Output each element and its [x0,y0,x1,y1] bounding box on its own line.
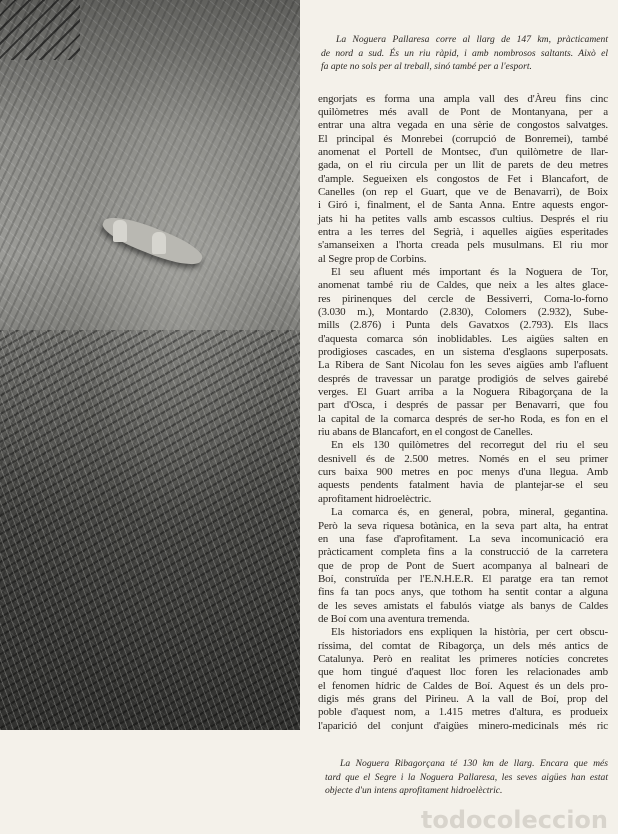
body-line: riu abans de Blancafort, en el congost de Canelles. [318,426,533,439]
photo-paddler [152,232,166,254]
body-line: d'aquesta comarca són inoblidables. Les aigües salten en [318,332,608,345]
caption-line: tard que el Segre i la Noguera Pallaresa, les seves aigües han estat [325,771,608,783]
body-line: anomenat el Portell de Montsec, d'un quilòmetre de llar- [318,145,608,158]
body-line: i Giró i, finalment, el de Santa Anna. Entre aquests engor- [318,199,608,212]
river-photo [0,0,300,730]
text-column [318,33,608,834]
body-line: digis més grans del Pirineu. A la vall de Boí, prop del [318,692,608,705]
caption-line: de nord a sud. És un riu ràpid, i amb nombrosos saltants. Això el [321,47,608,59]
body-line: desnivell és de 2.500 metres. Només en el seu primer [318,452,608,465]
photo-paddler [113,220,127,242]
body-line: jats hi ha petites valls amb escassos cultius. Després el riu [318,212,608,225]
caption-line: La Noguera Ribagorçana té 130 km de llarg. Encara que més [340,758,608,769]
caption-top [321,33,608,74]
caption-line: fa apte no sols per al treball, sinó també per a l'esport. [321,61,532,72]
body-line: en una fase d'aprofitament. La seva incomunicació era [318,532,608,545]
body-line: Catalunya. Però en realitat les primeres notícies concretes [318,652,608,665]
body-line: que de prop de Pont de Suert acompanya al balneari de [318,559,608,572]
body-line: fins fa tan pocs anys, que tothom ha sentit contar a alguna [318,586,608,599]
body-line: entra a les terres del Segrià, i aquelles aigües esperitades [318,225,608,238]
body-line: després de travessar un paratge prodigiós de selves gairebé [318,372,608,385]
body-line: engorjats es forma una ampla vall des d'Àreu fins cinc [318,92,608,105]
body-line: prodigioses cascades, en un sistema d'esglaons superposats. [318,346,608,359]
body-line: gada, on el riu circula per un llit de parets de deu metres [318,159,608,172]
body-line: (3.030 m.), Montardo (2.830), Colomers (2.932), Sube- [318,306,608,318]
body-line: aquests pendents fatalment havia de plantejar-se el seu [318,479,608,492]
body-line: d'ample. Segueixen els congostos de Fet i Blancafort, de [318,172,608,185]
body-line: part d'Osca, i després de passar per Benavarri, que fou [318,399,608,412]
body-line: En els 130 quilòmetres del recorregut del riu el seu [331,439,608,452]
body-line: La comarca és, en general, pobra, mineral, gegantina. [331,506,608,519]
body-line: Els historiadors ens expliquen la història, per cert obscu- [331,626,608,639]
body-line: verges. El Guart arriba a la Noguera Ribagorçana de la [318,386,608,399]
body-line: aprofitament hidroelèctric. [318,492,432,505]
body-line: poble d'aquest nom, a 1.415 metres d'altura, es produeix [318,706,608,719]
body-line: curs baixa 900 metres en poc menys d'una llegua. Amb [318,466,608,479]
body-line: ríssima, del comtat de Ribagorça, un dels més antics de [318,639,608,652]
body-line: entrar una altra vegada en una sèrie de congostos salvatges. [318,119,608,132]
body-line: al Segre prop de Corbins. [318,252,427,265]
body-line: que hom tingué d'aquest lloc foren les relacionades amb [318,666,608,679]
body-line: de Boí com una aventura tremenda. [318,612,470,625]
body-line: pràcticament completa fins a la construcció de la carretera [318,546,608,559]
article-body [318,93,608,734]
body-line: s'amanseixen a l'horta creada pels musulmans. El riu mor [318,239,608,252]
watermark: todocoleccion [420,805,608,834]
body-line: Boí, construïda per l'E.N.H.E.R. El paratge era tan remot [318,572,608,585]
caption-bottom [325,757,608,798]
body-line: anomenat també riu de Caldes, que neix a les altes glace- [318,279,608,292]
body-line: La Ribera de Sant Nicolau fon les seves aigües amb l'afluent [318,359,608,372]
body-line: quilòmetres més avall de Pont de Montanyana, per a [318,105,608,118]
body-line: el fenomen hídric de Caldes de Boí. Aquest és un dels pro- [318,679,608,692]
photo-branch [0,0,80,60]
body-line: res pirinenques del cercle de Bessiverri, Coma-lo-forno [318,292,608,305]
photo-brush-foreground [0,330,300,730]
caption-line: objecte d'un intens aprofitament hidroelèctric. [325,785,503,796]
body-line: l'aparició del conjunt d'aigües minero-medicinals més ric [318,719,608,732]
body-line: Però la seva riquesa botànica, en la seva part alta, ha entrat [318,519,608,532]
body-line: Canelles (on rep el Guart, que ve de Benavarri), de Boix [318,185,608,198]
body-line: mills (2.876) i Punta dels Gavatxos (2.793). Els llacs [318,319,608,332]
body-line: la capital de la comarca després de ser-ho Roda, es fon en el [318,412,608,425]
body-line: de les seves amistats el fabulós viatge als banys de Caldes [318,599,608,612]
body-line: El seu afluent més important és la Noguera de Tor, [331,265,608,278]
body-line: El principal és Monrebei (corrupció de Bonremei), també [318,132,608,145]
caption-line: La Noguera Pallaresa corre al llarg de 147 km, pràcticament [336,34,608,45]
